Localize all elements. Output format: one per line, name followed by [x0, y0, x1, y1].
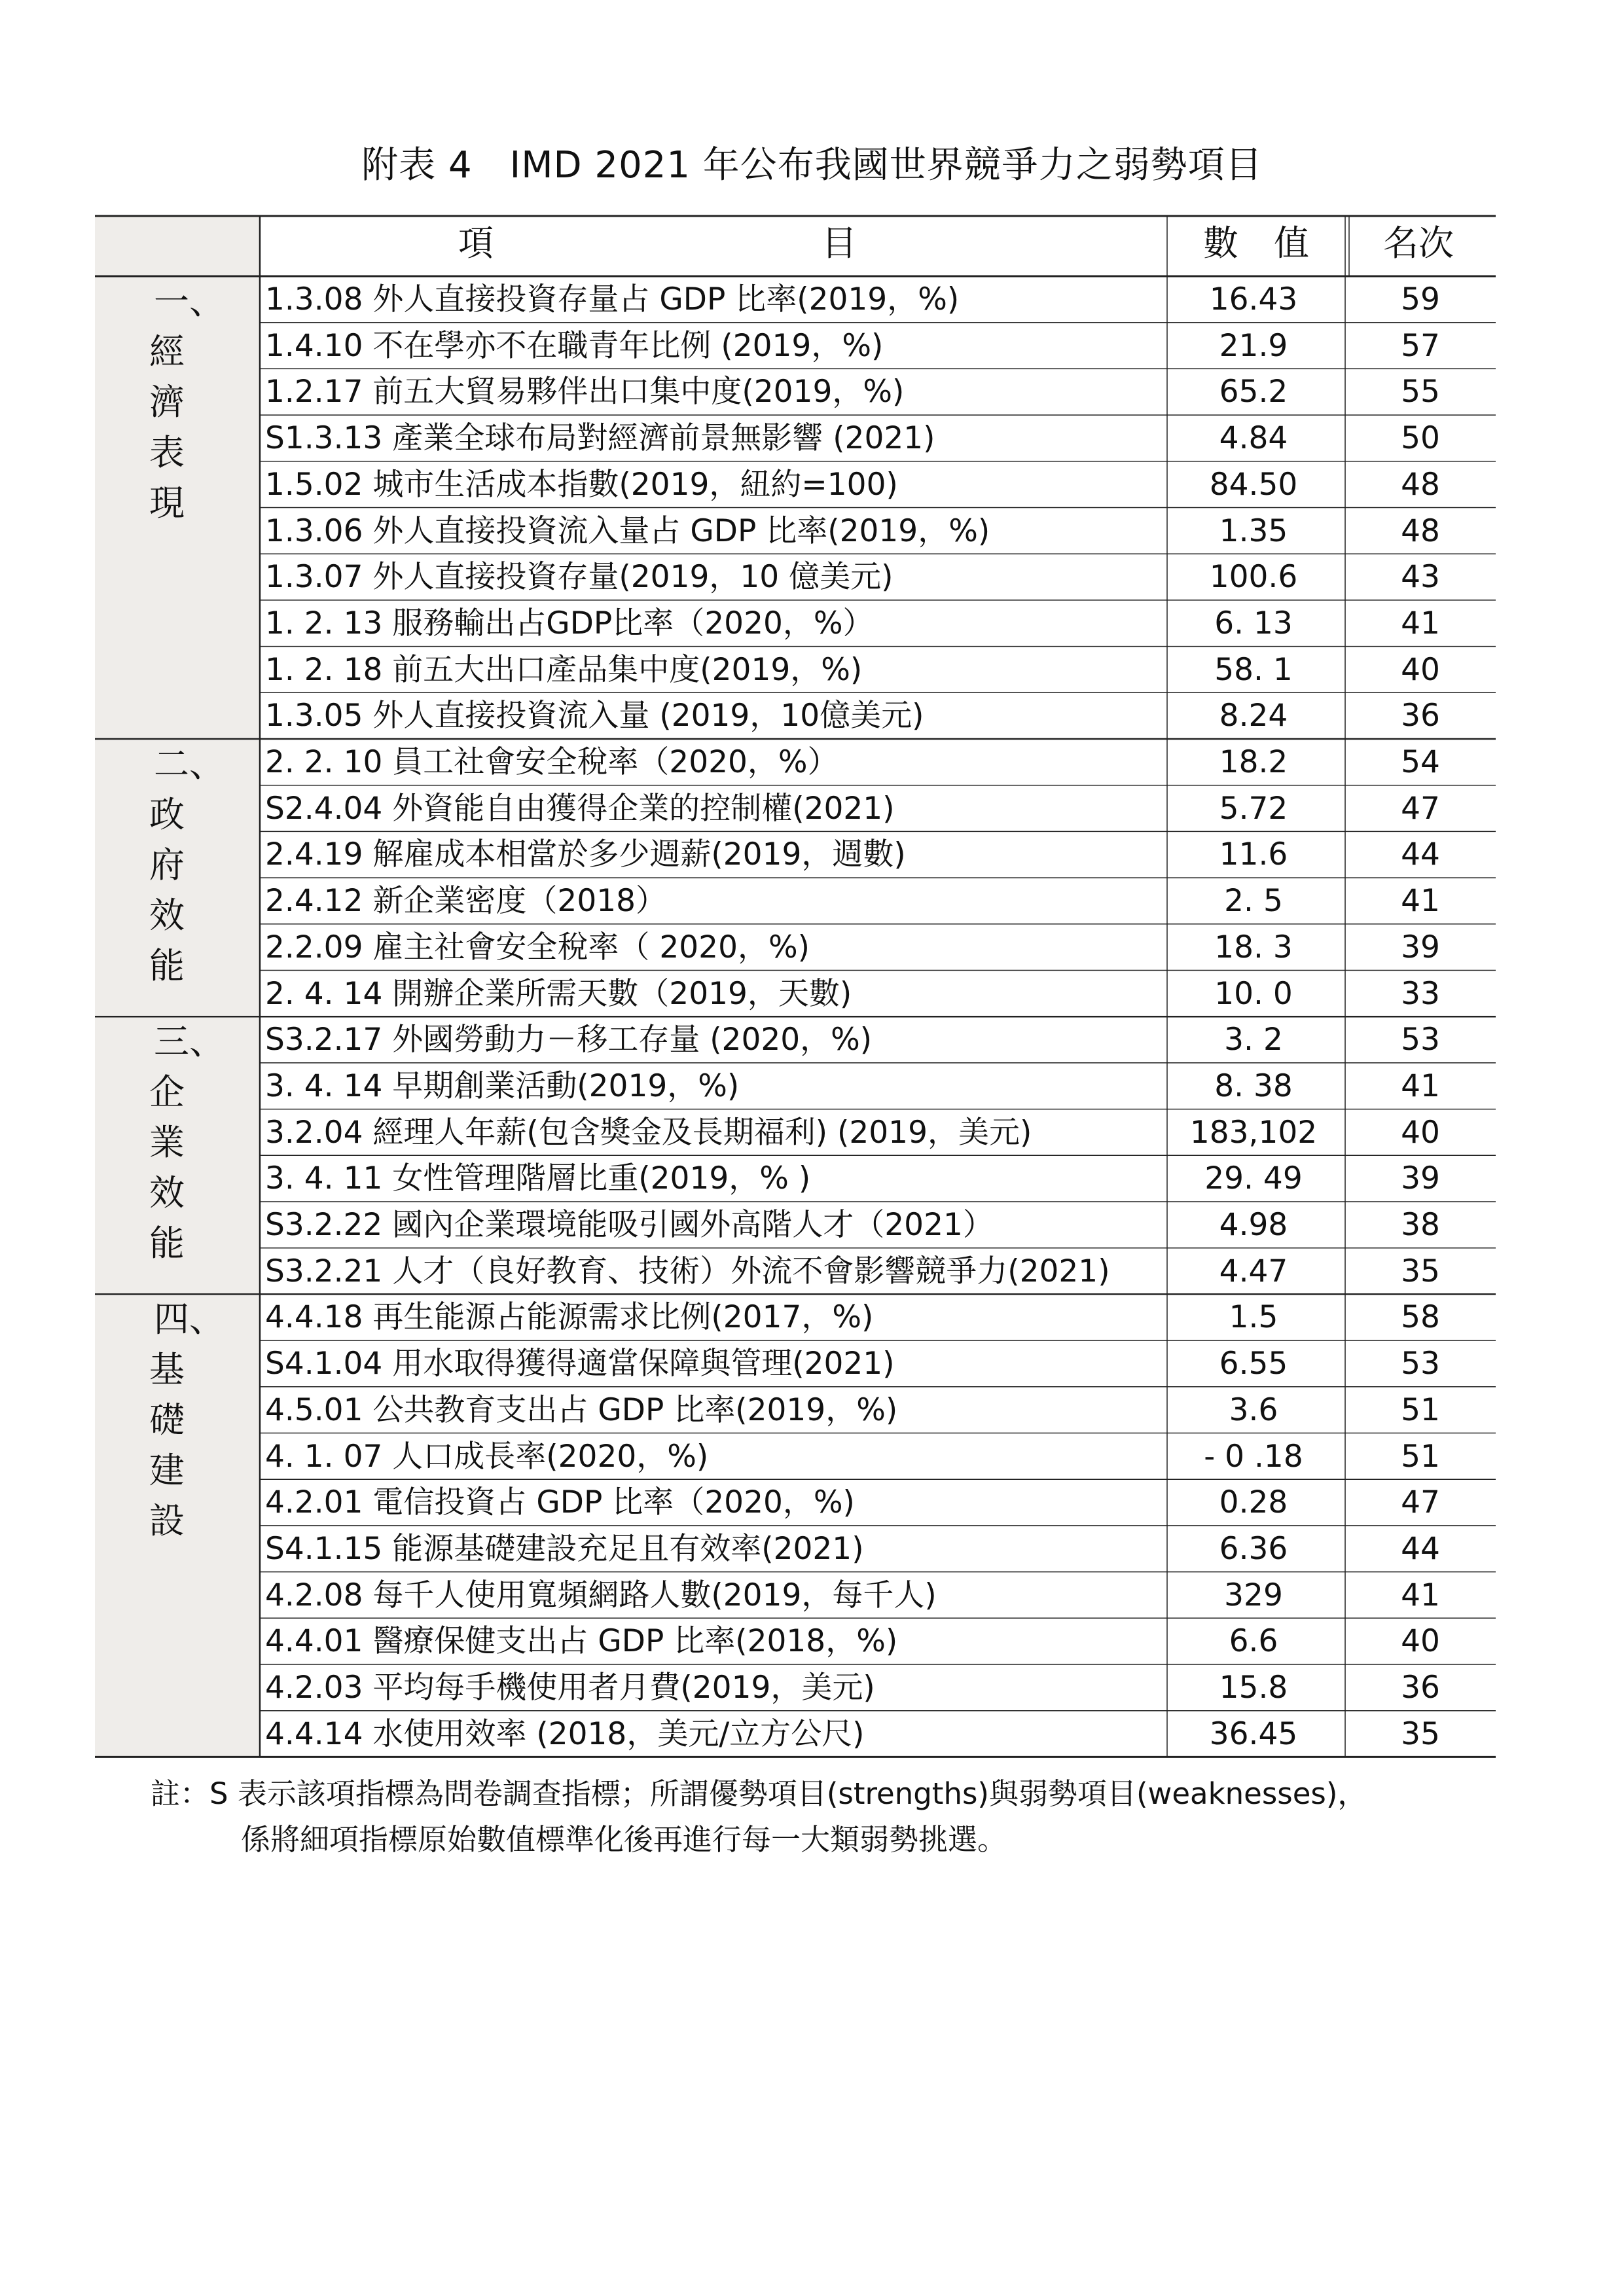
rank-cell: 50 — [1401, 420, 1440, 457]
header-value: 數 值 — [1203, 223, 1309, 264]
item-label: S4.1.04 用水取得獲得適當保障與管理(2021) — [265, 1346, 895, 1382]
category-char: 政 — [149, 794, 185, 835]
item-label: 1.3.06 外人直接投資流入量占 GDP 比率(2019，%) — [265, 512, 990, 549]
rank-cell: 59 — [1401, 281, 1440, 317]
item-label: 1.5.02 城市生活成本指數(2019，紐約=100) — [265, 466, 898, 503]
category-char: 效 — [149, 1172, 185, 1214]
rank-cell: 53 — [1401, 1346, 1440, 1382]
rank-cell: 40 — [1401, 651, 1440, 688]
category-char: 企 — [149, 1071, 185, 1113]
value-cell: - 0 .18 — [1204, 1438, 1303, 1475]
value-cell: 15.8 — [1219, 1670, 1288, 1706]
rank-cell: 43 — [1401, 559, 1440, 596]
rank-cell: 47 — [1401, 1484, 1440, 1521]
category-label — [121, 744, 225, 999]
category-char: 礎 — [149, 1399, 185, 1441]
value-cell: 18.2 — [1219, 744, 1288, 780]
item-label: 1.3.08 外人直接投資存量占 GDP 比率(2019，%) — [265, 281, 960, 317]
rank-cell: 41 — [1401, 883, 1440, 920]
value-cell: 5.72 — [1219, 790, 1288, 827]
item-label: 2.2.09 雇主社會安全稅率（ 2020，%) — [265, 929, 810, 965]
value-cell: 8.24 — [1219, 698, 1288, 734]
item-label: 2.4.19 解雇成本相當於多少週薪(2019，週數) — [265, 836, 906, 873]
rank-cell: 40 — [1401, 1623, 1440, 1660]
category-char: 濟 — [149, 382, 185, 423]
value-cell: 58. 1 — [1214, 651, 1293, 688]
value-cell: 0.28 — [1219, 1484, 1288, 1521]
value-cell: 4.47 — [1219, 1253, 1288, 1289]
category-char: 四、 — [154, 1299, 225, 1340]
item-label: 1.3.07 外人直接投資存量(2019，10 億美元) — [265, 559, 893, 596]
rank-cell: 39 — [1401, 1160, 1440, 1197]
rank-cell: 54 — [1401, 744, 1440, 780]
category-label — [121, 1021, 225, 1276]
footnote-line-1: 註：S 表示該項指標為問卷調查指標；所謂優勢項目(strengths)與弱勢項目(weaknesses)， — [151, 1776, 1367, 1811]
footnote-line-2: 係將細項指標原始數值標準化後再進行每一大類弱勢挑選。 — [241, 1822, 1007, 1857]
item-label: 3. 4. 14 早期創業活動(2019，%) — [265, 1067, 740, 1104]
value-cell: 29. 49 — [1204, 1160, 1303, 1197]
item-label: S2.4.04 外資能自由獲得企業的控制權(2021) — [265, 790, 895, 827]
item-label: 1. 2. 13 服務輸出占GDP比率（2020，%） — [265, 605, 874, 641]
category-char: 設 — [149, 1500, 185, 1542]
rank-cell: 35 — [1401, 1253, 1440, 1289]
rank-cell: 35 — [1401, 1715, 1440, 1752]
item-label: 3.2.04 經理人年薪(包含獎金及長期福利) (2019，美元) — [265, 1114, 1032, 1151]
item-label: S1.3.13 產業全球布局對經濟前景無影響 (2021) — [265, 420, 935, 457]
header-item-left: 項 — [458, 223, 494, 264]
rank-cell: 36 — [1401, 1670, 1440, 1706]
rank-cell: 41 — [1401, 1577, 1440, 1613]
rank-cell: 48 — [1401, 512, 1440, 549]
item-label: S3.2.17 外國勞動力－移工存量 (2020，%) — [265, 1022, 873, 1058]
value-cell: 1.35 — [1219, 512, 1288, 549]
category-label — [121, 281, 225, 536]
rank-cell: 41 — [1401, 605, 1440, 641]
value-cell: 6.6 — [1229, 1623, 1278, 1660]
item-label: S3.2.22 國內企業環境能吸引國外高階人才（2021） — [265, 1207, 994, 1243]
value-cell: 329 — [1224, 1577, 1283, 1613]
item-label: S3.2.21 人才（良好教育、技術）外流不會影響競爭力(2021) — [265, 1253, 1110, 1289]
item-label: 4.2.08 每千人使用寬頻網路人數(2019，每千人) — [265, 1577, 937, 1613]
category-char: 二、 — [154, 744, 225, 785]
item-label: 3. 4. 11 女性管理階層比重(2019，% ) — [265, 1160, 811, 1197]
category-char: 三、 — [154, 1021, 225, 1063]
category-char: 效 — [149, 895, 185, 936]
category-char: 府 — [149, 844, 185, 886]
value-cell: 65.2 — [1219, 374, 1288, 410]
item-label: 2. 2. 10 員工社會安全稅率（2020，%） — [265, 744, 839, 780]
value-cell: 10. 0 — [1214, 975, 1293, 1012]
value-cell: 16.43 — [1209, 281, 1298, 317]
value-cell: 1.5 — [1229, 1299, 1278, 1336]
rank-cell: 33 — [1401, 975, 1440, 1012]
category-char: 能 — [149, 1223, 185, 1265]
category-char: 經 — [149, 331, 185, 372]
rank-cell: 36 — [1401, 698, 1440, 734]
page-title: 附表 4 IMD 2021 年公布我國世界競爭力之弱勢項目 — [361, 144, 1263, 187]
category-char: 業 — [149, 1122, 185, 1164]
value-cell: 6.36 — [1219, 1530, 1288, 1567]
rank-cell: 53 — [1401, 1022, 1440, 1058]
category-char: 能 — [149, 945, 185, 986]
category-char: 建 — [149, 1450, 185, 1492]
rank-cell: 58 — [1401, 1299, 1440, 1336]
rank-cell: 40 — [1401, 1114, 1440, 1151]
rank-cell: 38 — [1401, 1207, 1440, 1243]
item-label: 4.4.01 醫療保健支出占 GDP 比率(2018，%) — [265, 1623, 898, 1660]
item-label: 1. 2. 18 前五大出口產品集中度(2019，%) — [265, 651, 863, 688]
value-cell: 8. 38 — [1214, 1067, 1293, 1104]
value-cell: 21.9 — [1219, 327, 1288, 364]
item-label: S4.1.15 能源基礎建設充足且有效率(2021) — [265, 1530, 864, 1567]
item-label: 4.2.01 電信投資占 GDP 比率（2020，%) — [265, 1484, 855, 1521]
value-cell: 3. 2 — [1224, 1022, 1283, 1058]
rank-cell: 39 — [1401, 929, 1440, 965]
category-char: 表 — [149, 432, 185, 473]
rank-cell: 57 — [1401, 327, 1440, 364]
category-label — [121, 1299, 225, 1554]
value-cell: 4.98 — [1219, 1207, 1288, 1243]
value-cell: 100.6 — [1209, 559, 1298, 596]
rank-cell: 44 — [1401, 836, 1440, 873]
value-cell: 183,102 — [1189, 1114, 1318, 1151]
rank-cell: 41 — [1401, 1067, 1440, 1104]
item-label: 4.4.18 再生能源占能源需求比例(2017，%) — [265, 1299, 874, 1336]
rank-cell: 44 — [1401, 1530, 1440, 1567]
rank-cell: 47 — [1401, 790, 1440, 827]
value-cell: 36.45 — [1209, 1715, 1298, 1752]
item-label: 1.4.10 不在學亦不在職青年比例 (2019，%) — [265, 327, 884, 364]
value-cell: 18. 3 — [1214, 929, 1293, 965]
category-char: 現 — [149, 482, 185, 524]
item-label: 2.4.12 新企業密度（2018） — [265, 883, 667, 920]
item-label: 1.3.05 外人直接投資流入量 (2019，10億美元) — [265, 698, 924, 734]
item-label: 4.4.14 水使用效率 (2018，美元/立方公尺) — [265, 1715, 865, 1752]
rank-cell: 51 — [1401, 1391, 1440, 1428]
value-cell: 11.6 — [1219, 836, 1288, 873]
value-cell: 2. 5 — [1224, 883, 1283, 920]
header-rank: 名次 — [1383, 223, 1454, 264]
item-label: 4.5.01 公共教育支出占 GDP 比率(2019，%) — [265, 1391, 898, 1428]
header-shading — [95, 216, 260, 276]
value-cell: 6. 13 — [1214, 605, 1293, 641]
rank-cell: 48 — [1401, 466, 1440, 503]
item-label: 4.2.03 平均每手機使用者月費(2019，美元) — [265, 1670, 875, 1706]
category-char: 一、 — [154, 281, 225, 322]
header-item-right: 目 — [821, 223, 857, 264]
category-char: 基 — [149, 1349, 185, 1391]
value-cell: 3.6 — [1229, 1391, 1278, 1428]
item-label: 4. 1. 07 人口成長率(2020，%) — [265, 1438, 709, 1475]
item-label: 2. 4. 14 開辦企業所需天數（2019，天數) — [265, 975, 852, 1012]
rank-cell: 51 — [1401, 1438, 1440, 1475]
value-cell: 84.50 — [1209, 466, 1298, 503]
value-cell: 6.55 — [1219, 1346, 1288, 1382]
value-cell: 4.84 — [1219, 420, 1288, 457]
item-label: 1.2.17 前五大貿易夥伴出口集中度(2019，%) — [265, 374, 905, 410]
rank-cell: 55 — [1401, 374, 1440, 410]
